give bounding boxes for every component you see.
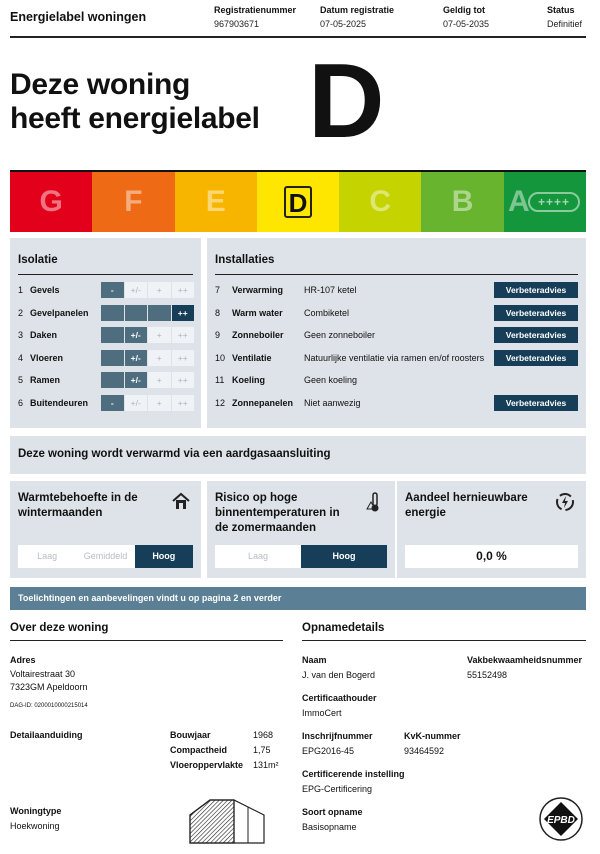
energy-class-g [10, 172, 92, 232]
installatie-value: Geen koeling [304, 375, 358, 386]
bouwjaar-label: Bouwjaar [170, 730, 211, 740]
installatie-row [215, 372, 578, 388]
installatie-value: Natuurlijke ventilatie via ramen en/of roosters [304, 352, 485, 363]
isolatie-rating-scale [101, 305, 195, 321]
isolatie-row [18, 372, 198, 388]
row-number: 8 [215, 307, 221, 318]
rating-cell: +/- [125, 350, 148, 366]
kvk-value: 93464592 [404, 746, 445, 756]
isolatie-panel [10, 238, 201, 428]
naam-value: J. van den Bogerd [302, 670, 376, 680]
rating-cell: - [101, 395, 124, 411]
hero-heading: Deze woning heeft energielabel [10, 68, 260, 135]
row-number: 2 [18, 307, 24, 318]
rating-cell: ++ [172, 372, 195, 388]
rating-cell: + [148, 372, 171, 388]
header-bar [10, 0, 586, 38]
reg-number-block: Registratienummer 967903671 [214, 5, 297, 29]
energy-class-letter: C [369, 185, 392, 218]
status-block: Status Definitief [547, 5, 583, 29]
energy-class-b [421, 172, 503, 232]
vloer-value: 131m² [253, 760, 279, 770]
row-number: 11 [215, 375, 225, 386]
rating-cell [101, 350, 124, 366]
row-number: 10 [215, 352, 226, 363]
installatie-label: Zonneboiler [232, 330, 284, 341]
doc-title: Energielabel woningen [10, 10, 147, 24]
energy-label-letter: D [308, 42, 385, 160]
installatie-row [215, 350, 578, 366]
heating-note: Deze woning wordt verwarmd via een aardgasaansluiting [10, 436, 586, 474]
warmtebehoefte-title: Warmtebehoefte in de wintermaanden [18, 492, 138, 519]
isolatie-rating-scale [101, 395, 195, 411]
verbeteradvies-button[interactable]: Verbeteradvies [494, 282, 578, 298]
rating-cell [125, 305, 148, 321]
warmtebehoefte-scale [18, 545, 193, 568]
row-number: 5 [18, 375, 24, 386]
opname-title: Opnamedetails [302, 622, 586, 641]
energy-class-a [504, 172, 586, 232]
row-number: 12 [215, 398, 226, 408]
rating-cell: - [101, 282, 124, 298]
energy-class-letter: A [507, 185, 530, 218]
row-number: 6 [18, 398, 24, 408]
isolatie-row [18, 305, 198, 321]
warmtebehoefte-option-hoog: Hoog [135, 545, 193, 568]
installatie-label: Zonnepanelen [232, 398, 294, 408]
energy-class-e [175, 172, 257, 232]
bouwjaar-value: 1968 [253, 730, 274, 740]
rating-cell: ++ [172, 327, 195, 343]
installaties-title: Installaties [215, 238, 578, 275]
installatie-label: Koeling [232, 375, 265, 386]
risico-option-hoog: Hoog [301, 545, 387, 568]
installatie-value: Geen zonneboiler [304, 330, 376, 341]
rating-cell: + [148, 327, 171, 343]
row-number: 7 [215, 285, 221, 295]
isolatie-rating-scale [101, 350, 195, 366]
row-number: 3 [18, 330, 24, 341]
isolatie-label: Vloeren [30, 352, 64, 363]
thermometer-icon [365, 491, 385, 518]
installatie-label: Ventilatie [232, 352, 272, 363]
house-icon [171, 491, 191, 516]
row-number: 9 [215, 330, 221, 341]
rating-cell [101, 327, 124, 343]
row-number: 4 [18, 352, 24, 363]
dag-id: DAG-ID: 0200010000215014 [10, 703, 88, 709]
isolatie-rating-scale [101, 282, 195, 298]
installatie-row [215, 395, 578, 411]
isolatie-label: Gevels [30, 285, 60, 295]
energy-class-letter: E [205, 185, 226, 218]
inst-value: EPG-Certificering [302, 784, 373, 794]
isolatie-rating-scale [101, 327, 195, 343]
installatie-value: HR-107 ketel [304, 285, 357, 295]
energy-class-letter: D [284, 186, 312, 218]
energy-label-scale [10, 170, 586, 232]
isolatie-label: Gevelpanelen [30, 307, 89, 318]
verbeteradvies-button[interactable]: Verbeteradvies [494, 350, 578, 366]
risico-scale [215, 545, 387, 568]
warmtebehoefte-panel [10, 481, 201, 578]
reg-date-block: Datum registratie 07-05-2025 [320, 5, 395, 29]
svg-text:EPBD: EPBD [547, 815, 575, 826]
vakbek-value: 55152498 [467, 670, 508, 680]
risico-title: Risico op hoge binnentemperaturen in de zomermaanden [215, 492, 340, 534]
vloer-label: Vloeroppervlakte [170, 760, 244, 770]
installatie-row [215, 327, 578, 343]
cert-label: Certificaathouder [302, 693, 377, 703]
warmtebehoefte-option-gemiddeld: Gemiddeld [76, 545, 134, 568]
insch-value: EPG2016-45 [302, 746, 355, 756]
isolatie-label: Ramen [30, 375, 61, 386]
energy-class-letter: G [39, 185, 63, 218]
adres-label: Adres [10, 655, 36, 665]
rating-cell [101, 305, 124, 321]
rating-cell: +/- [125, 327, 148, 343]
hernieuwbaar-value: 0,0 % [405, 545, 578, 568]
toelichting-banner: Toelichtingen en aanbevelingen vindt u op pagina 2 en verder [10, 587, 586, 610]
adres-street: Voltairestraat 30 [10, 669, 76, 679]
a-plus-badge: ++++ [528, 192, 580, 212]
rating-cell: ++ [172, 350, 195, 366]
rating-cell: + [148, 350, 171, 366]
energy-class-letter: B [451, 185, 474, 218]
installatie-value: Niet aanwezig [304, 398, 361, 408]
isolatie-rating-scale [101, 372, 195, 388]
energy-class-d [257, 172, 339, 232]
energy-class-c [339, 172, 421, 232]
over-woning-title: Over deze woning [10, 622, 283, 641]
woningtype-label: Woningtype [10, 806, 62, 816]
inst-label: Certificerende instelling [302, 769, 405, 779]
kvk-label: KvK-nummer [404, 731, 461, 741]
compact-label: Compactheid [170, 745, 228, 755]
installatie-row [215, 282, 578, 298]
isolatie-row [18, 282, 198, 298]
rating-cell: ++ [172, 305, 195, 321]
risico-panel [207, 481, 395, 578]
recycle-energy-icon [554, 491, 576, 518]
hernieuwbaar-title: Aandeel hernieuwbare energie [405, 492, 528, 519]
isolatie-row [18, 395, 198, 411]
woningtype-value: Hoekwoning [10, 821, 60, 831]
rating-cell: ++ [172, 282, 195, 298]
verbeteradvies-button[interactable]: Verbeteradvies [494, 305, 578, 321]
hernieuwbaar-panel [397, 481, 586, 578]
compact-value: 1,75 [253, 745, 271, 755]
installatie-value: Combiketel [304, 307, 350, 318]
rating-cell: ++ [172, 395, 195, 411]
rating-cell: + [148, 395, 171, 411]
adres-city: 7323GM Apeldoorn [10, 682, 88, 692]
rating-cell [148, 305, 171, 321]
corner-house-icon [188, 797, 266, 850]
rating-cell: +/- [125, 395, 148, 411]
rating-cell: + [148, 282, 171, 298]
warmtebehoefte-option-laag: Laag [18, 545, 76, 568]
verbeteradvies-button[interactable]: Verbeteradvies [494, 327, 578, 343]
isolatie-label: Buitendeuren [30, 398, 89, 408]
installatie-label: Verwarming [232, 285, 284, 295]
valid-until-block: Geldig tot 07-05-2035 [443, 5, 490, 29]
naam-label: Naam [302, 655, 327, 665]
isolatie-row [18, 327, 198, 343]
installatie-label: Warm water [232, 307, 283, 318]
row-number: 1 [18, 285, 24, 295]
verbeteradvies-button[interactable]: Verbeteradvies [494, 395, 578, 411]
rating-cell [101, 372, 124, 388]
isolatie-label: Daken [30, 330, 58, 341]
rating-cell: +/- [125, 372, 148, 388]
isolatie-title: Isolatie [18, 238, 193, 275]
insch-label: Inschrijfnummer [302, 731, 373, 741]
detail-label: Detailaanduiding [10, 730, 83, 740]
energy-class-letter: F [124, 185, 143, 218]
installatie-row [215, 305, 578, 321]
installaties-panel [207, 238, 586, 428]
isolatie-row [18, 350, 198, 366]
risico-option-laag: Laag [215, 545, 301, 568]
rating-cell: +/- [125, 282, 148, 298]
soort-value: Basisopname [302, 822, 357, 832]
epbd-logo [538, 796, 584, 847]
soort-label: Soort opname [302, 807, 363, 817]
vakbek-label: Vakbekwaamheidsnummer [467, 655, 583, 665]
cert-value: ImmoCert [302, 708, 342, 718]
energy-class-f [92, 172, 174, 232]
